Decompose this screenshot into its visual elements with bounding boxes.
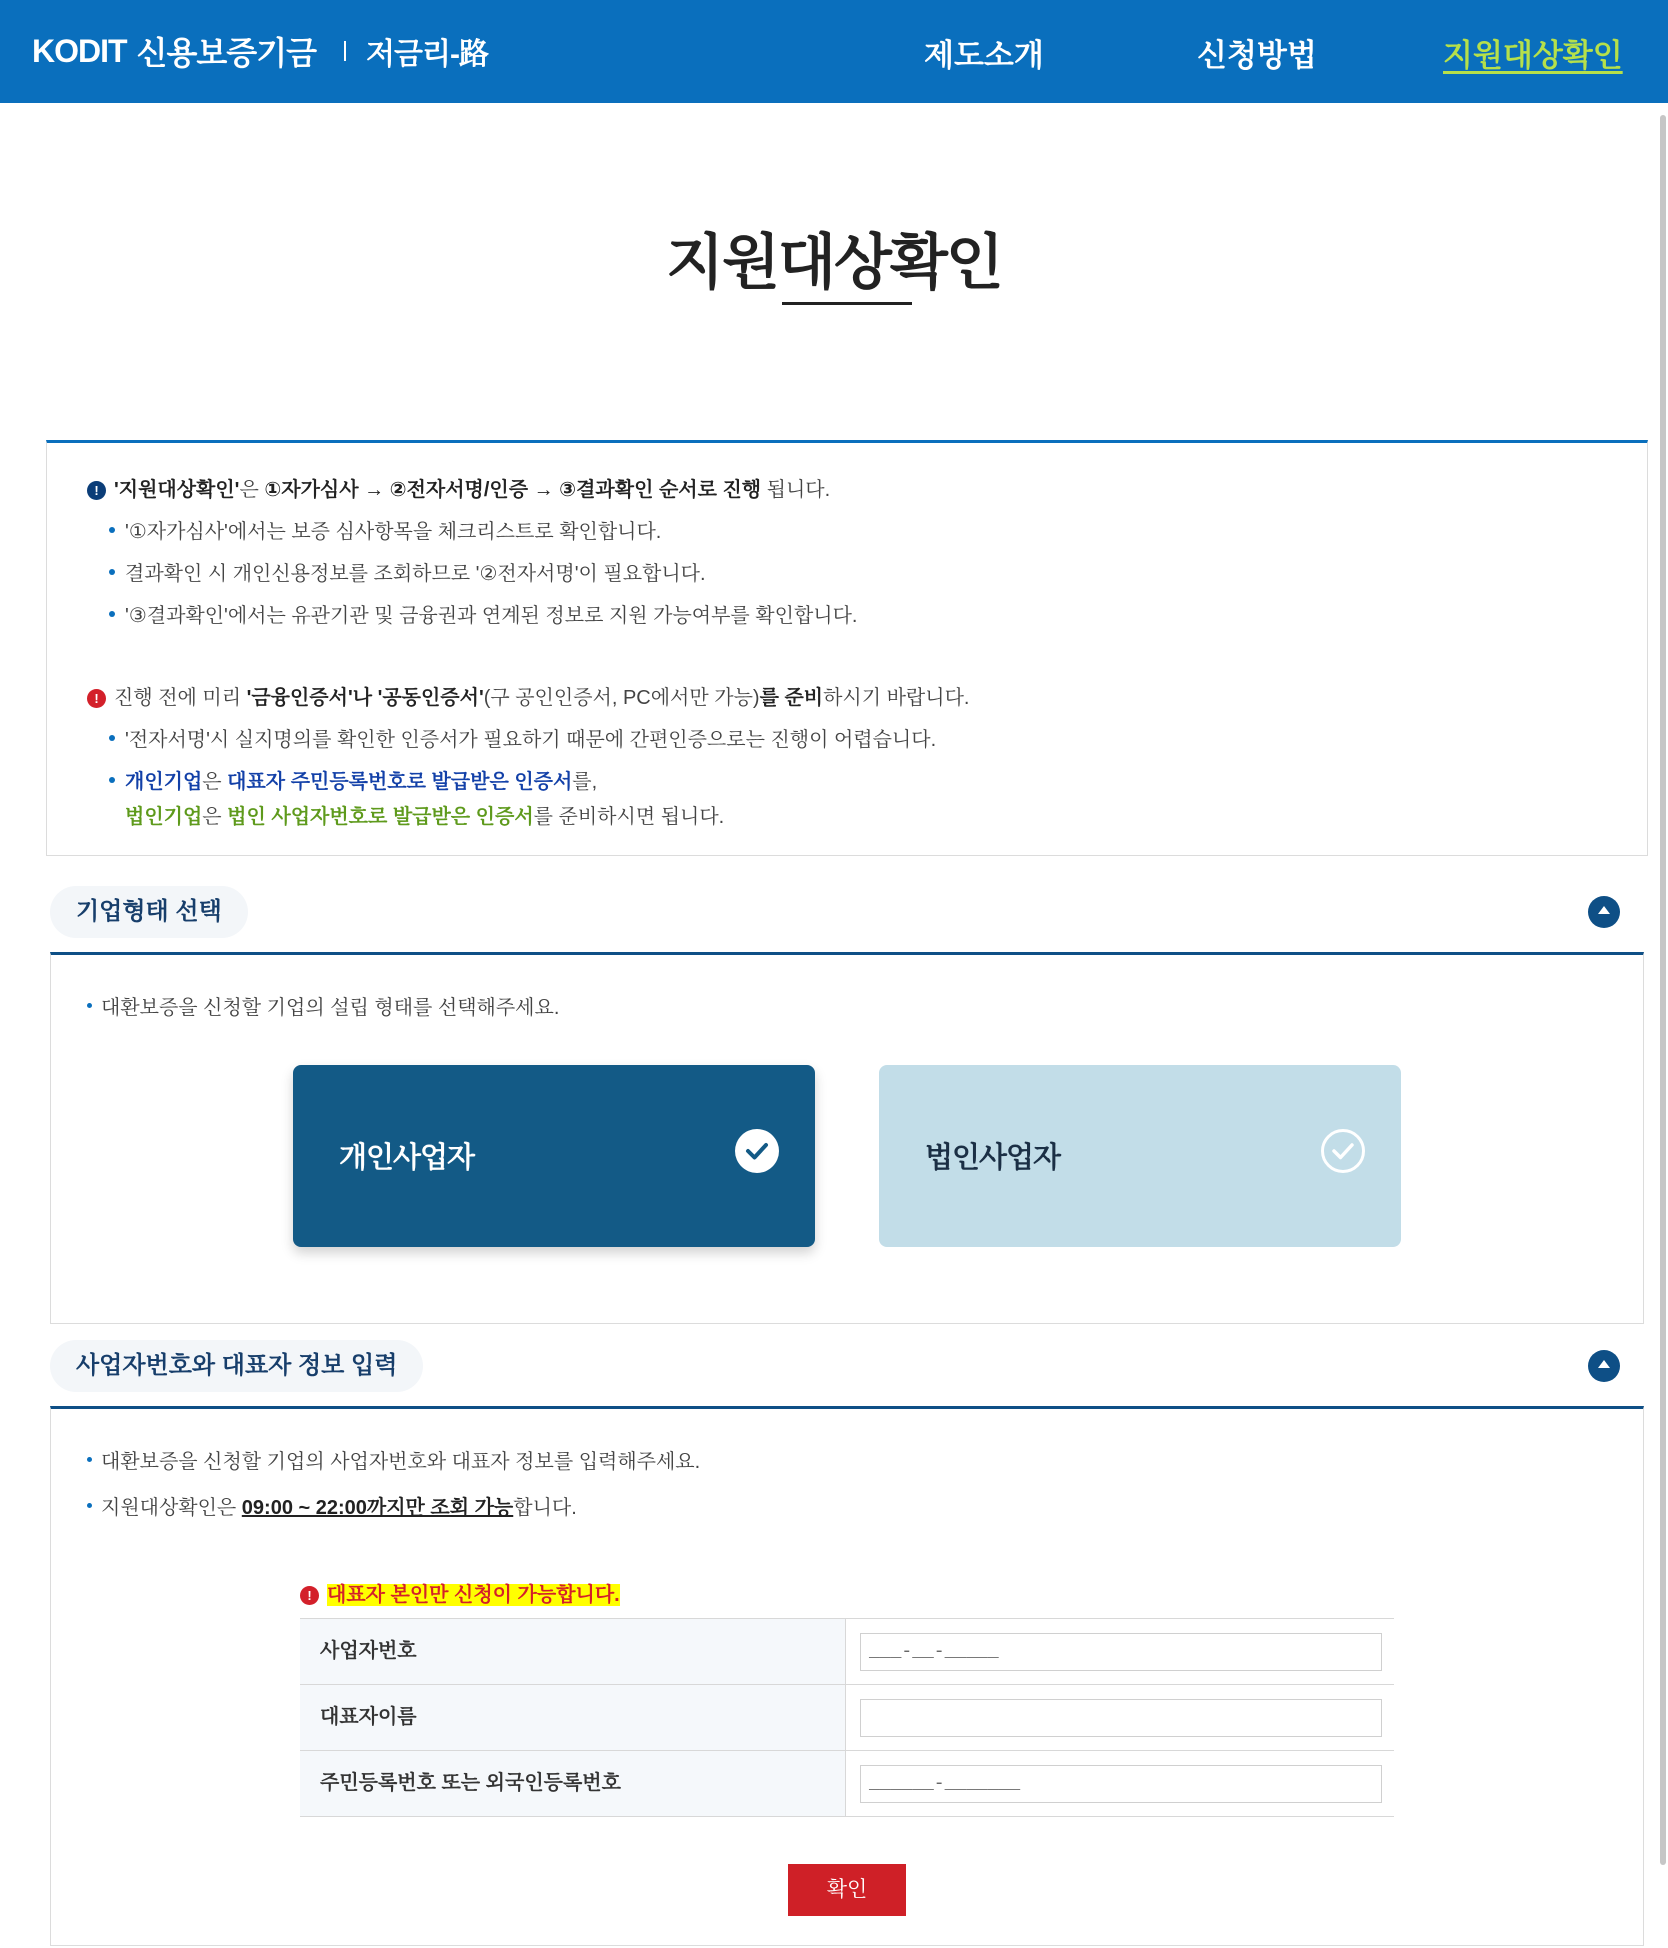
notice-sub-item-individual: 개인기업은 대표자 주민등록번호로 발급받은 인증서를, <box>109 765 597 794</box>
checkmark-icon <box>735 1129 779 1173</box>
section-title: 사업자번호와 대표자 정보 입력 <box>50 1340 423 1392</box>
bullet-icon <box>87 1003 92 1008</box>
option-corporation[interactable] <box>879 1065 1401 1247</box>
info-form-table <box>300 1618 1394 1817</box>
business-number-input[interactable]: ___-__-_____ <box>860 1633 1382 1671</box>
section-body-company-type <box>50 952 1644 1324</box>
logo-divider <box>344 41 346 61</box>
field-label: 대표자이름 <box>300 1685 846 1750</box>
bullet-icon <box>109 527 115 533</box>
section-title: 기업형태 선택 <box>50 886 248 938</box>
representative-only-warning: ! 대표자 본인만 신청이 가능합니다. <box>300 1578 620 1607</box>
nav-item-intro[interactable]: 제도소개 <box>924 38 1044 73</box>
notice-sub-item: '전자서명'시 실지명의를 확인한 인증서가 필요하기 때문에 간편인증으로는 진행이 어렵습니다. <box>109 723 936 752</box>
service-name: 저금리-路 <box>366 38 488 71</box>
section-header-company-type <box>50 886 1644 946</box>
representative-name-input[interactable] <box>860 1699 1382 1737</box>
confirm-button[interactable]: 확인 <box>788 1864 906 1916</box>
top-header <box>0 0 1668 103</box>
bullet-icon <box>87 1503 92 1508</box>
bullet-icon <box>87 1457 92 1462</box>
notice-sub-item: 결과확인 시 개인신용정보를 조회하므로 '②전자서명'이 필요합니다. <box>109 557 706 586</box>
collapse-icon[interactable] <box>1588 1350 1620 1382</box>
nav-item-eligibility-check[interactable]: 지원대상확인 <box>1443 38 1623 73</box>
form-row-representative-name <box>300 1685 1394 1751</box>
notice-sub-item-corporate: 법인기업은 법인 사업자번호로 발급받은 인증서를 준비하시면 됩니다. <box>125 806 725 828</box>
section-description: 대환보증을 신청할 기업의 사업자번호와 대표자 정보를 입력해주세요. <box>87 1445 700 1474</box>
notice-line-certificate: ! 진행 전에 미리 '금융인증서'나 '공동인증서'(구 공인인증서, PC에서만 가능)를 준비하시기 바랍니다. <box>87 681 969 710</box>
notice-box <box>46 440 1648 856</box>
section-description: 대환보증을 신청할 기업의 설립 형태를 선택해주세요. <box>87 991 559 1020</box>
service-hours-note: 지원대상확인은 09:00 ~ 22:00까지만 조회 가능합니다. <box>87 1491 577 1520</box>
field-label: 주민등록번호 또는 외국인등록번호 <box>300 1751 846 1816</box>
collapse-icon[interactable] <box>1588 896 1620 928</box>
notice-sub-item: '①자가심사'에서는 보증 심사항목을 체크리스트로 확인합니다. <box>109 515 661 544</box>
logo-mark: KODIT <box>32 32 127 69</box>
bullet-icon <box>109 569 115 575</box>
bullet-icon <box>109 735 115 741</box>
logo-name: 신용보증기금 <box>136 35 317 71</box>
page-scrollbar[interactable] <box>1660 115 1666 1865</box>
kodit-logo[interactable] <box>32 26 488 76</box>
checkmark-icon <box>1321 1129 1365 1173</box>
info-icon: ! <box>87 481 106 500</box>
option-sole-proprietor[interactable] <box>293 1065 815 1247</box>
warning-icon: ! <box>87 689 106 708</box>
bullet-icon <box>109 777 115 783</box>
notice-sub-item: '③결과확인'에서는 유관기관 및 금융권과 연계된 정보로 지원 가능여부를 확인합니다. <box>109 599 857 628</box>
bullet-icon <box>109 611 115 617</box>
resident-number-input[interactable]: ______-_______ <box>860 1765 1382 1803</box>
title-underline <box>782 302 912 305</box>
notice-line-process: ! '지원대상확인'은 ①자가심사 → ②전자서명/인증 → ③결과확인 순서로 진행 됩니다. <box>87 473 830 502</box>
warning-icon: ! <box>300 1586 319 1605</box>
form-row-business-number <box>300 1619 1394 1685</box>
page-title: 지원대상확인 <box>666 229 1002 296</box>
nav-item-how-to-apply[interactable]: 신청방법 <box>1197 38 1317 73</box>
field-label: 사업자번호 <box>300 1619 846 1684</box>
option-label: 법인사업자 <box>925 1142 1061 1174</box>
section-header-business-info <box>50 1340 1644 1400</box>
option-label: 개인사업자 <box>339 1142 475 1174</box>
form-row-resident-number <box>300 1751 1394 1817</box>
